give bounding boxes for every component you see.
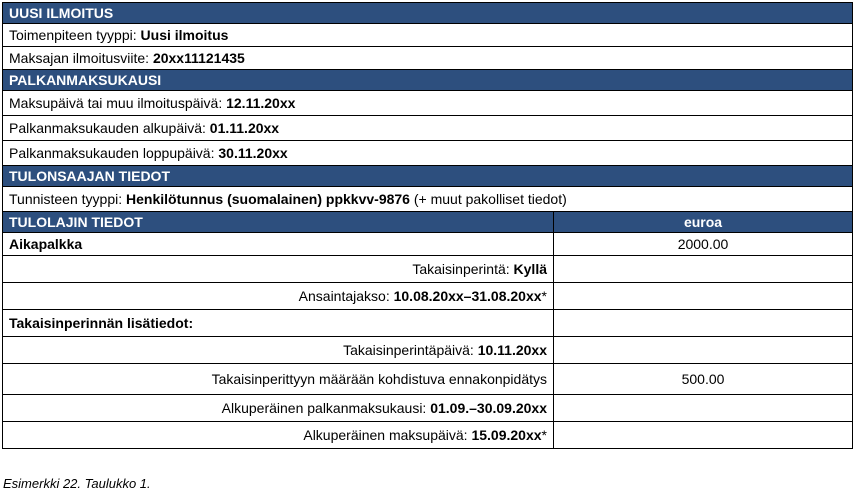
euroa-header: euroa — [554, 212, 853, 233]
section-header-palkanmaksukausi — [3, 70, 853, 91]
ennakonpidatys-cell: Takaisinperittyyn määrään kohdistuva ennakonpidätys — [3, 364, 554, 395]
ennakonpidatys-amount: 500.00 — [554, 364, 853, 395]
table-row — [3, 233, 853, 256]
field-label: Palkanmaksukauden loppupäivä: — [9, 145, 219, 161]
table-row — [3, 422, 853, 449]
field-value: 01.11.20xx — [209, 120, 280, 136]
empty-amount-cell — [554, 283, 853, 310]
ansaintajakso-cell — [3, 283, 554, 310]
field-value: 30.11.20xx — [218, 145, 288, 161]
section-title: TULONSAAJAN TIEDOT — [3, 166, 853, 187]
empty-amount-cell — [554, 422, 853, 449]
field-label: Tunnisteen tyyppi: — [9, 191, 126, 207]
section-title: PALKANMAKSUKAUSI — [3, 70, 853, 91]
field-label: Alkuperäinen palkanmaksukausi: — [221, 400, 431, 416]
table-row — [3, 91, 853, 116]
field-label: Maksajan ilmoitusviite: — [9, 50, 153, 66]
subsection-label: Takaisinperinnän lisätiedot: — [9, 315, 194, 331]
field-value: 10.11.20xx — [477, 342, 547, 358]
section-header-tulolaji — [3, 212, 853, 233]
empty-amount-cell — [554, 395, 853, 422]
empty-amount-cell — [554, 256, 853, 283]
section-header-tulonsaaja — [3, 166, 853, 187]
footnote-mark: * — [541, 288, 547, 304]
section-title: UUSI ILMOITUS — [3, 3, 853, 24]
field-value: Uusi ilmoitus — [140, 27, 229, 43]
report-table — [2, 2, 853, 449]
tunniste-cell — [3, 187, 853, 212]
field-value: 15.09.20xx — [471, 427, 542, 443]
empty-amount-cell — [554, 310, 853, 337]
maksupaiva-cell — [3, 91, 853, 116]
toimenpide-cell — [3, 24, 853, 47]
table-caption: Esimerkki 22. Taulukko 1. — [3, 476, 151, 491]
section-title: TULOLAJIN TIEDOT — [3, 212, 554, 233]
section-header-uusi-ilmoitus — [3, 3, 853, 24]
table-row — [3, 141, 853, 166]
field-label: Palkanmaksukauden alkupäivä: — [9, 120, 210, 136]
alkuperainen-kausi-cell — [3, 395, 554, 422]
field-value: 01.09.–30.09.20xx — [430, 400, 547, 416]
aikapalkka-amount: 2000.00 — [554, 233, 853, 256]
field-label: Takaisinperintäpäivä: — [343, 342, 478, 358]
takaisinperinta-cell — [3, 256, 554, 283]
field-label: Maksupäivä tai muu ilmoituspäivä: — [9, 95, 227, 111]
takaisinperintapaiva-cell — [3, 337, 554, 364]
table-row — [3, 283, 853, 310]
table-row — [3, 256, 853, 283]
table-row — [3, 187, 853, 212]
aikapalkka-cell — [3, 233, 554, 256]
table-row — [3, 364, 853, 395]
field-label: Takaisinperintä: — [412, 261, 514, 277]
table-row — [3, 116, 853, 141]
field-value: 12.11.20xx — [226, 95, 296, 111]
lisatiedot-cell — [3, 310, 554, 337]
empty-amount-cell — [554, 337, 853, 364]
footnote-mark: * — [541, 427, 547, 443]
table-row — [3, 395, 853, 422]
table-row — [3, 310, 853, 337]
alkuperainen-maksupaiva-cell — [3, 422, 554, 449]
field-note: (+ muut pakolliset tiedot) — [409, 191, 567, 207]
table-row — [3, 47, 853, 70]
field-value: 20xx11121435 — [152, 50, 245, 66]
field-value: Kyllä — [513, 261, 547, 277]
loppupaiva-cell — [3, 141, 853, 166]
field-label: Toimenpiteen tyyppi: — [9, 27, 141, 43]
field-value: Henkilötunnus (suomalainen) ppkkvv-9876 — [126, 191, 410, 207]
alkupaiva-cell — [3, 116, 853, 141]
viite-cell — [3, 47, 853, 70]
field-label: Ansaintajakso: — [298, 288, 394, 304]
income-type-label: Aikapalkka — [9, 236, 83, 252]
field-value: 10.08.20xx–31.08.20xx — [393, 288, 542, 304]
table-row — [3, 24, 853, 47]
field-label: Alkuperäinen maksupäivä: — [303, 427, 472, 443]
table-row — [3, 337, 853, 364]
